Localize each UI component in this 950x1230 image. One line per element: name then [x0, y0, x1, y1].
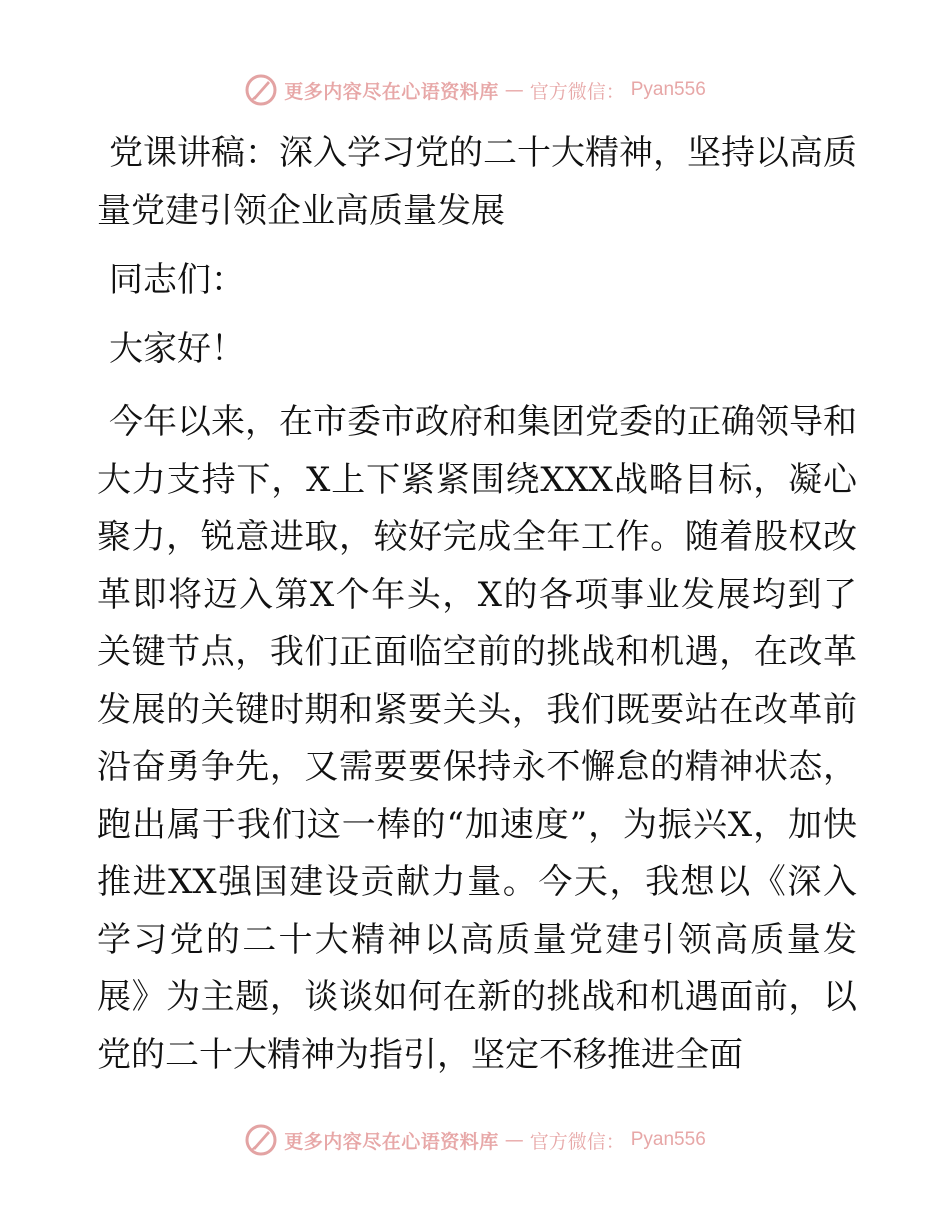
watermark-official-label: 官方微信： [529, 80, 625, 103]
watermark-separator: — [504, 1129, 524, 1151]
document-body [97, 124, 857, 1084]
feather-pen-seal-icon [244, 1123, 278, 1157]
watermark-wechat-id: Pyan556 [630, 1129, 706, 1150]
watermark-text: 更多内容尽在心语资料库 [284, 1130, 499, 1153]
watermark-official-label: 官方微信： [529, 1130, 625, 1153]
watermark-wechat-id: Pyan556 [630, 79, 706, 100]
greeting: 大家好！ [109, 329, 245, 369]
footer-watermark [0, 1120, 950, 1160]
document-title: 党课讲稿：深入学习党的二十大精神，坚持以高质量党建引领企业高质量发展 [97, 133, 857, 231]
header-watermark [0, 70, 950, 110]
watermark-separator: — [504, 79, 524, 101]
feather-pen-seal-icon [244, 73, 278, 107]
salutation: 同志们： [109, 260, 245, 300]
body-paragraph: 今年以来，在市委市政府和集团党委的正确领导和大力支持下，X上下紧紧围绕XXX战略目标，凝心聚力，锐意进取，较好完成全年工作。随着股权改革即将迈入第X个年头，X的各项事业发展均到了关键节点，我们正面临空前的挑战和机遇，在改革发展的关键时期和紧要关头，我们既要站在改革前沿奋勇争先，又需要要保持永不懈怠的精神状态，跑出属于我们这一棒的“加速度”，为振兴X，加快推进XX强国建设贡献力量。今天，我想以《深入学习党的二十大精神以高质量党建引领高质量发展》为主题，谈谈如何在新的挑战和机遇面前，以党的二十大精神为指引，坚定不移推进全面 [97, 402, 857, 1075]
watermark-text: 更多内容尽在心语资料库 [284, 80, 499, 103]
